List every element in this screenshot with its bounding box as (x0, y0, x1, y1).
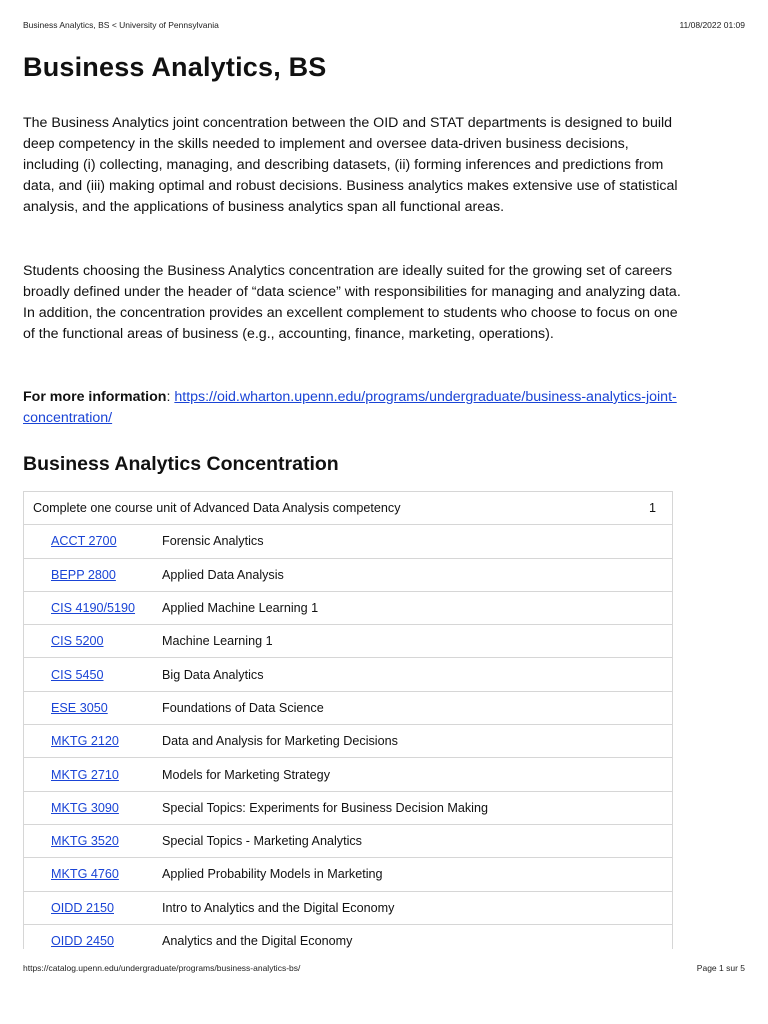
course-row (24, 825, 672, 858)
course-code-link[interactable]: MKTG 4760 (51, 867, 119, 882)
course-code-link[interactable]: OIDD 2150 (51, 900, 114, 915)
course-title: Foundations of Data Science (162, 700, 324, 715)
course-code-link[interactable]: BEPP 2800 (51, 567, 116, 582)
course-title: Special Topics - Marketing Analytics (162, 834, 362, 849)
print-header-title: Business Analytics, BS < University of Pennsylvania (23, 20, 219, 30)
course-code-link[interactable]: MKTG 3520 (51, 834, 119, 849)
intro-paragraph-2: Students choosing the Business Analytics concentration are ideally suited for the growing set of careers broadly defined under the header of “data science” with responsibilities for managing and analyzing data. In addition, the concentration provides an excellent complement to students who choose to focus on one of the functional areas of business (e.g., accounting, finance, marketing, operations). (23, 263, 681, 342)
course-code-link[interactable]: OIDD 2450 (51, 934, 114, 948)
course-title: Forensic Analytics (162, 534, 264, 549)
course-table (23, 491, 673, 949)
course-title: Applied Data Analysis (162, 567, 284, 582)
course-code-link[interactable]: CIS 5200 (51, 634, 104, 649)
course-title: Machine Learning 1 (162, 634, 273, 649)
course-code-link[interactable]: MKTG 2120 (51, 734, 119, 749)
course-list (24, 525, 672, 949)
course-row (24, 725, 672, 758)
course-code-link[interactable]: MKTG 3090 (51, 800, 119, 815)
course-code-cell (24, 701, 162, 715)
course-code-link[interactable]: CIS 4190/5190 (51, 601, 136, 616)
course-code-cell (24, 801, 162, 815)
course-code-cell (24, 901, 162, 915)
intro-paragraph-1: The Business Analytics joint concentration between the OID and STAT departments is designed to build deep competency in the skills needed to implement and oversee data-driven business decisions, including (i) collecting, managing, and describing datasets, (ii) forming inferences and predictions from data, and (iii) making optimal and robust decisions. Business analytics makes extensive use of statistical analysis, and the applications of business analytics span all functional areas. (23, 115, 678, 215)
course-title: Applied Probability Models in Marketing (162, 867, 383, 882)
course-code-cell (24, 668, 162, 682)
course-row (24, 559, 672, 592)
course-code-link[interactable]: ACCT 2700 (51, 534, 117, 549)
print-footer-page: Page 1 sur 5 (696, 963, 745, 973)
course-row (24, 925, 672, 949)
requirement-row (24, 492, 672, 525)
page-title: Business Analytics, BS (23, 52, 327, 82)
print-footer-url: https://catalog.upenn.edu/undergraduate/programs/business-analytics-bs/ (23, 963, 301, 973)
section-title: Business Analytics Concentration (23, 453, 339, 475)
course-title: Data and Analysis for Marketing Decisions (162, 734, 398, 749)
print-header (23, 20, 745, 32)
course-title: Special Topics: Experiments for Business Decision Making (162, 800, 488, 815)
print-header-timestamp: 11/08/2022 01:09 (679, 20, 745, 30)
course-title: Big Data Analytics (162, 667, 264, 682)
requirement-units: 1 (648, 501, 656, 516)
more-info (23, 387, 688, 429)
more-info-separator: : (166, 389, 175, 405)
course-title: Models for Marketing Strategy (162, 767, 330, 782)
course-row (24, 792, 672, 825)
more-info-label: For more information (23, 389, 167, 405)
course-title: Intro to Analytics and the Digital Economy (162, 900, 395, 915)
print-footer (23, 963, 745, 975)
course-code-cell (24, 834, 162, 848)
course-code-cell (24, 534, 162, 548)
course-row (24, 658, 672, 691)
course-code-link[interactable]: CIS 5450 (51, 667, 104, 682)
course-row (24, 758, 672, 791)
course-row (24, 858, 672, 891)
requirement-text: Complete one course unit of Advanced Data Analysis competency (33, 501, 401, 516)
course-row (24, 692, 672, 725)
course-code-cell (24, 734, 162, 748)
course-row (24, 525, 672, 558)
course-row (24, 625, 672, 658)
course-code-link[interactable]: ESE 3050 (51, 700, 108, 715)
more-info-link[interactable]: https://oid.wharton.upenn.edu/programs/undergraduate/business-analytics-joint-concentration/ (23, 389, 677, 426)
course-code-cell (24, 568, 162, 582)
course-code-cell (24, 634, 162, 648)
course-row (24, 592, 672, 625)
course-code-cell (24, 768, 162, 782)
course-title: Applied Machine Learning 1 (162, 601, 319, 616)
course-code-cell (24, 934, 162, 948)
course-code-cell (24, 867, 162, 881)
course-code-cell (24, 601, 162, 615)
course-code-link[interactable]: MKTG 2710 (51, 767, 119, 782)
course-title: Analytics and the Digital Economy (162, 934, 353, 948)
course-row (24, 892, 672, 925)
